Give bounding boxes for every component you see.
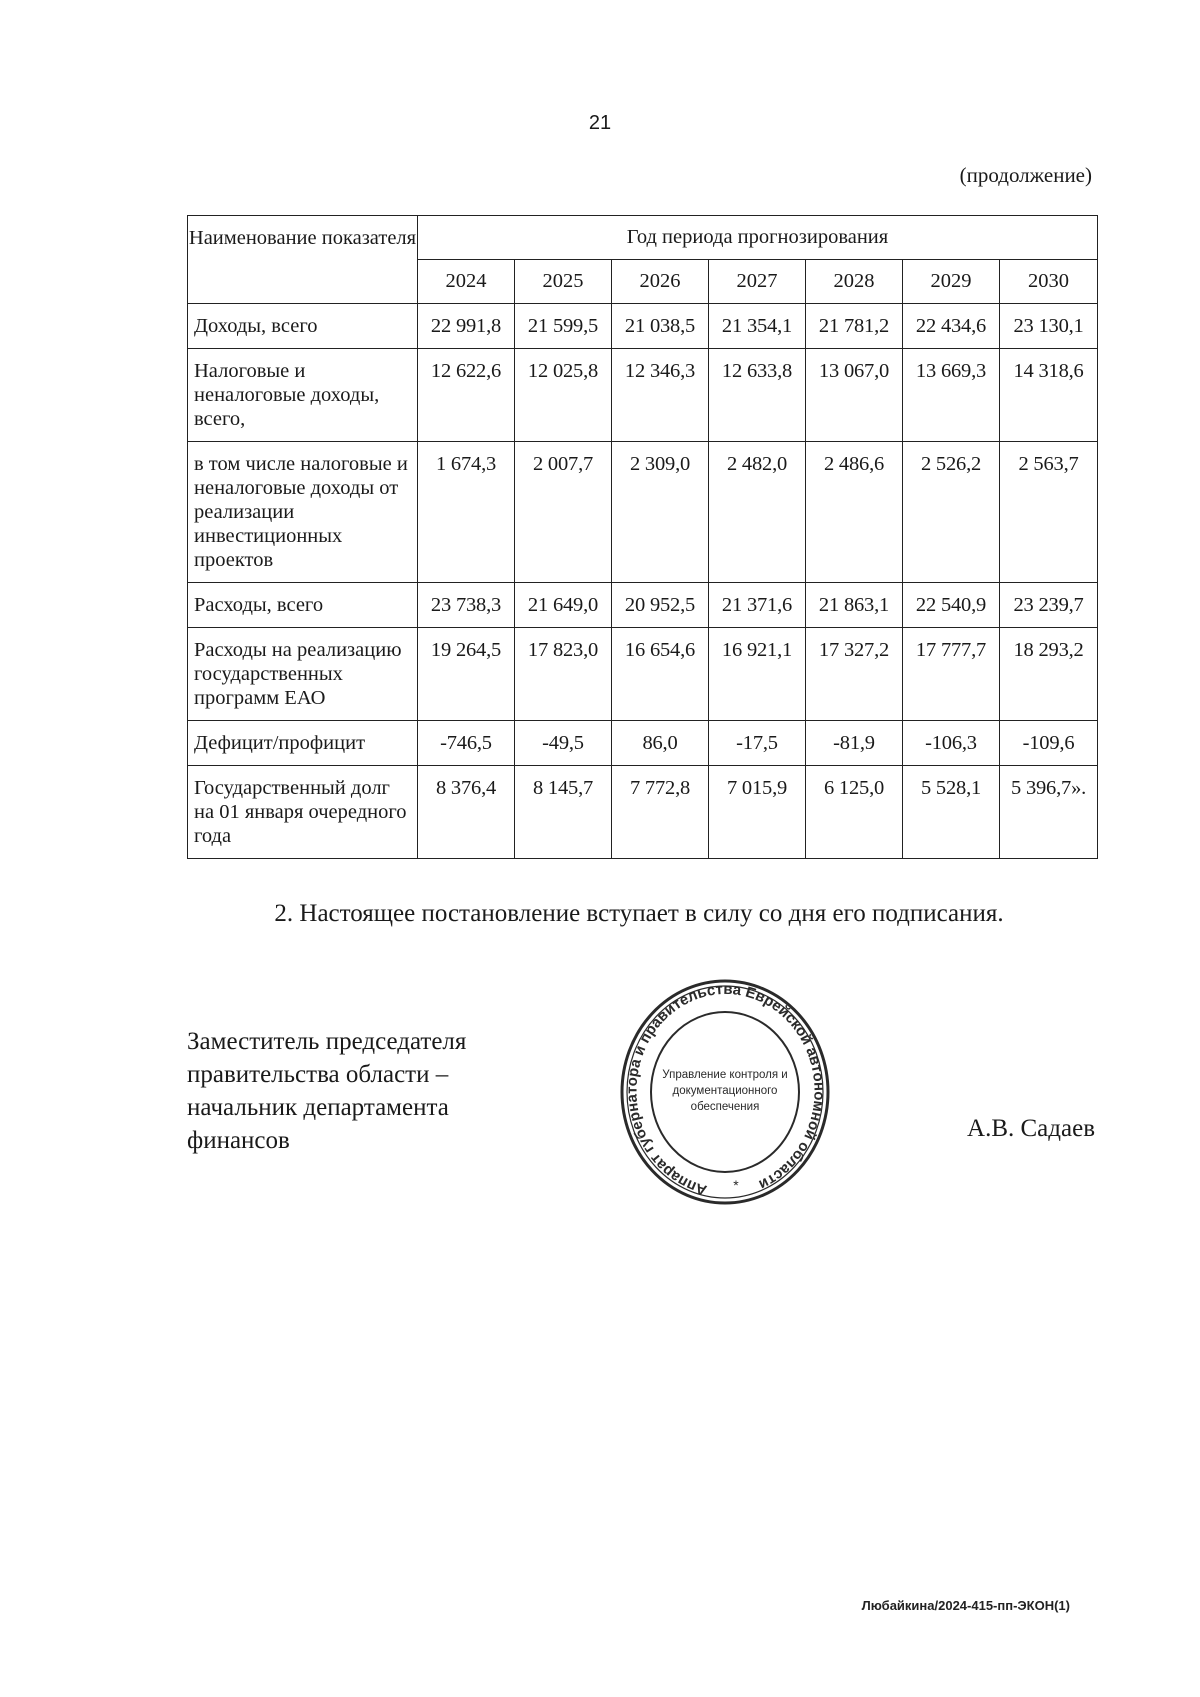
value-cell: 12 346,3: [612, 349, 709, 442]
value-cell: 17 327,2: [806, 628, 903, 721]
value-cell: 21 599,5: [515, 304, 612, 349]
value-cell: 2 007,7: [515, 442, 612, 583]
year-header: 2029: [903, 260, 1000, 304]
forecast-table: [187, 215, 1098, 859]
value-cell: 5 528,1: [903, 766, 1000, 859]
value-cell: 2 482,0: [709, 442, 806, 583]
value-cell: 23 130,1: [1000, 304, 1098, 349]
value-cell: 2 526,2: [903, 442, 1000, 583]
value-cell: -746,5: [418, 721, 515, 766]
value-cell: -106,3: [903, 721, 1000, 766]
value-cell: -109,6: [1000, 721, 1098, 766]
value-cell: 1 674,3: [418, 442, 515, 583]
value-cell: 2 563,7: [1000, 442, 1098, 583]
seal-center-line: документационного: [672, 1085, 778, 1097]
seal-center-line: обеспечения: [690, 1101, 760, 1113]
table-row: [188, 628, 1098, 721]
year-header: 2025: [515, 260, 612, 304]
value-cell: 8 376,4: [418, 766, 515, 859]
continuation-label: (продолжение): [959, 163, 1092, 187]
value-cell: 13 669,3: [903, 349, 1000, 442]
seal-outer-text: Аппарат губернатора и правительства Еврейской автономной области: [623, 980, 828, 1199]
table-body: [188, 304, 1098, 859]
value-cell: 21 649,0: [515, 583, 612, 628]
value-cell: 21 038,5: [612, 304, 709, 349]
value-cell: 21 371,6: [709, 583, 806, 628]
value-cell: 5 396,7».: [1000, 766, 1098, 859]
value-cell: 18 293,2: [1000, 628, 1098, 721]
value-cell: 16 921,1: [709, 628, 806, 721]
value-cell: 23 738,3: [418, 583, 515, 628]
forecast-period-header: Год периода прогнозирования: [418, 216, 1098, 260]
table-row: [188, 442, 1098, 583]
signer-position: [187, 1025, 466, 1157]
row-label: Налоговые и неналоговые доходы, всего,: [188, 349, 418, 442]
value-cell: 8 145,7: [515, 766, 612, 859]
table-row: [188, 721, 1098, 766]
row-label: Дефицит/профицит: [188, 721, 418, 766]
value-cell: 19 264,5: [418, 628, 515, 721]
clause-text: 2. Настоящее постановление вступает в силу со дня его подписания.: [274, 900, 1004, 927]
value-cell: 13 067,0: [806, 349, 903, 442]
value-cell: 14 318,6: [1000, 349, 1098, 442]
value-cell: 2 309,0: [612, 442, 709, 583]
year-header: 2026: [612, 260, 709, 304]
value-cell: 16 654,6: [612, 628, 709, 721]
value-cell: 22 991,8: [418, 304, 515, 349]
value-cell: 2 486,6: [806, 442, 903, 583]
year-header: 2030: [1000, 260, 1098, 304]
value-cell: -81,9: [806, 721, 903, 766]
table-row: [188, 766, 1098, 859]
year-header: 2024: [418, 260, 515, 304]
row-label: Расходы на реализацию государственных программ ЕАО: [188, 628, 418, 721]
table-row: [188, 304, 1098, 349]
seal-center-line: Управление контроля и: [662, 1069, 788, 1081]
year-header: 2028: [806, 260, 903, 304]
value-cell: 7 772,8: [612, 766, 709, 859]
signer-position-line: начальник департамента: [187, 1094, 449, 1121]
table-row: [188, 349, 1098, 442]
value-cell: 12 633,8: [709, 349, 806, 442]
page-number: 21: [588, 112, 612, 134]
value-cell: -17,5: [709, 721, 806, 766]
footer-document-code: Любайкина/2024-415-пп-ЭКОН(1): [861, 1598, 1070, 1613]
year-header: 2027: [709, 260, 806, 304]
value-cell: 23 239,7: [1000, 583, 1098, 628]
table-row: [188, 583, 1098, 628]
value-cell: 12 025,8: [515, 349, 612, 442]
row-label: Государственный долг на 01 января очередного года: [188, 766, 418, 859]
indicator-name-header: Наименование показателя: [188, 216, 418, 304]
value-cell: -49,5: [515, 721, 612, 766]
value-cell: 7 015,9: [709, 766, 806, 859]
value-cell: 86,0: [612, 721, 709, 766]
value-cell: 12 622,6: [418, 349, 515, 442]
signer-position-line: правительства области –: [187, 1061, 449, 1088]
value-cell: 22 434,6: [903, 304, 1000, 349]
value-cell: 17 777,7: [903, 628, 1000, 721]
row-label: Расходы, всего: [188, 583, 418, 628]
value-cell: 6 125,0: [806, 766, 903, 859]
value-cell: 22 540,9: [903, 583, 1000, 628]
row-label: в том числе налоговые и неналоговые доходы от реализации инвестиционных проектов: [188, 442, 418, 583]
official-seal: [620, 978, 830, 1206]
value-cell: 20 952,5: [612, 583, 709, 628]
row-label: Доходы, всего: [188, 304, 418, 349]
value-cell: 21 354,1: [709, 304, 806, 349]
signer-position-line: финансов: [187, 1127, 290, 1154]
value-cell: 21 781,2: [806, 304, 903, 349]
signer-position-line: Заместитель председателя: [187, 1028, 467, 1055]
value-cell: 21 863,1: [806, 583, 903, 628]
signer-name: А.В. Садаев: [967, 1115, 1095, 1142]
seal-star-icon: *: [733, 1177, 739, 1193]
value-cell: 17 823,0: [515, 628, 612, 721]
